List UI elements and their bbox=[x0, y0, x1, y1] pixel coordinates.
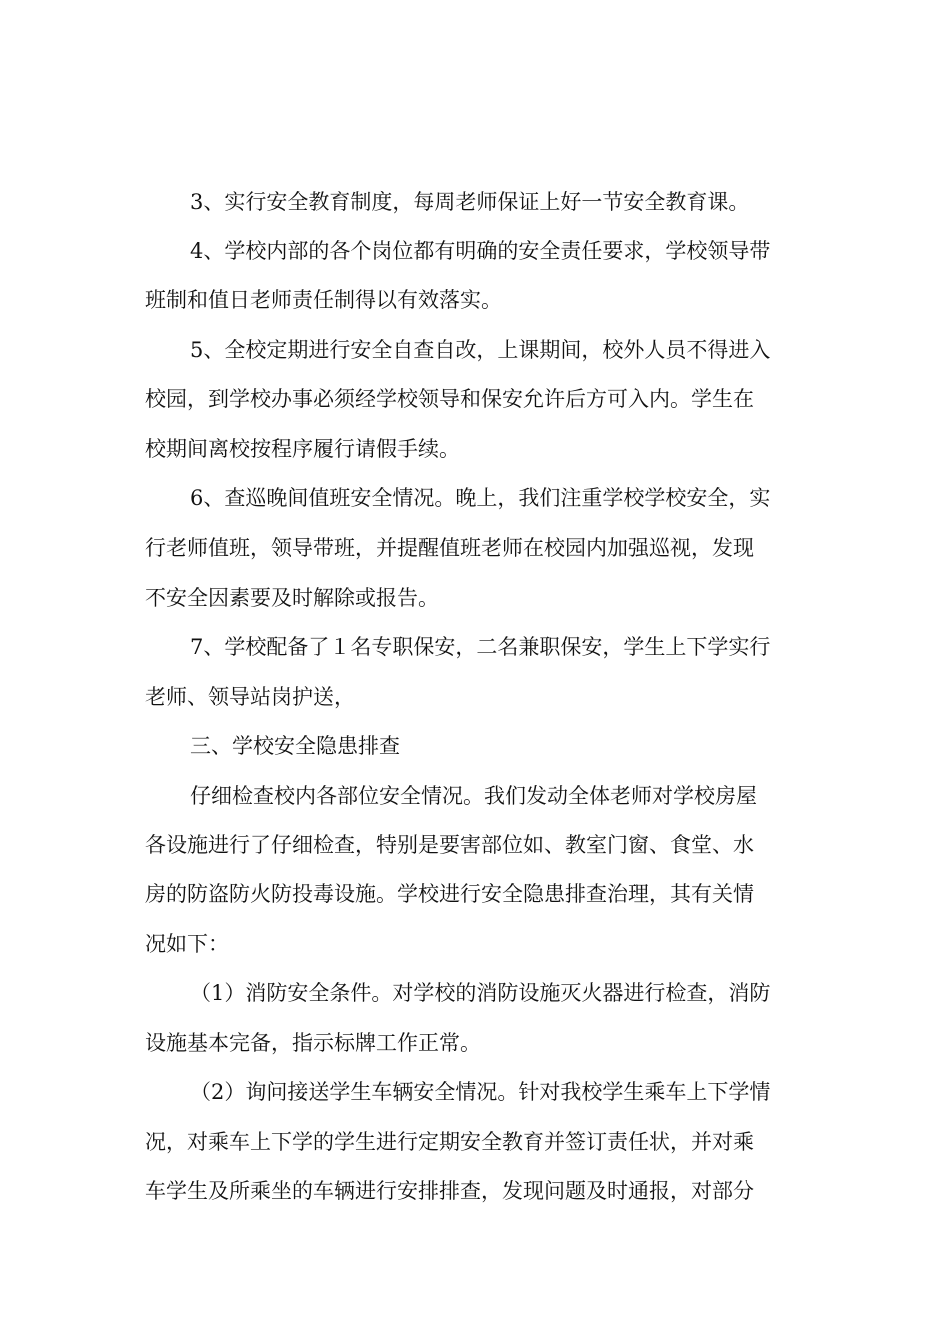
text-line: 设施基本完备，指示标牌工作正常。 bbox=[145, 1031, 481, 1055]
text-line: 老师、领导站岗护送， bbox=[145, 685, 355, 709]
text-line: 6、查巡晚间值班安全情况。晚上，我们注重学校学校安全，实 bbox=[190, 486, 771, 510]
text-line: 7、学校配备了１名专职保安，二名兼职保安，学生上下学实行 bbox=[190, 635, 771, 659]
text-line: 4、学校内部的各个岗位都有明确的安全责任要求，学校领导带 bbox=[190, 239, 771, 263]
section-heading: 三、学校安全隐患排查 bbox=[190, 734, 400, 758]
text-line: 行老师值班，领导带班，并提醒值班老师在校园内加强巡视，发现 bbox=[145, 536, 754, 560]
text-line: （2）询问接送学生车辆安全情况。针对我校学生乘车上下学情 bbox=[190, 1080, 771, 1104]
text-line: 校园，到学校办事必须经学校领导和保安允许后方可入内。学生在 bbox=[145, 387, 754, 411]
text-line: 5、全校定期进行安全自查自改，上课期间，校外人员不得进入 bbox=[190, 338, 771, 362]
text-line: 班制和值日老师责任制得以有效落实。 bbox=[145, 288, 502, 312]
text-line: 房的防盗防火防投毒设施。学校进行安全隐患排查治理，其有关情 bbox=[145, 882, 754, 906]
text-line: 不安全因素要及时解除或报告。 bbox=[145, 586, 439, 610]
text-line: 各设施进行了仔细检查，特别是要害部位如、教室门窗、食堂、水 bbox=[145, 833, 754, 857]
text-line: 3、实行安全教育制度，每周老师保证上好一节安全教育课。 bbox=[190, 190, 750, 214]
text-line: 校期间离校按程序履行请假手续。 bbox=[145, 437, 460, 461]
text-line: （1）消防安全条件。对学校的消防设施灭火器进行检查，消防 bbox=[190, 981, 771, 1005]
text-line: 况如下： bbox=[145, 932, 229, 956]
text-line: 况，对乘车上下学的学生进行定期安全教育并签订责任状，并对乘 bbox=[145, 1130, 754, 1154]
text-line: 车学生及所乘坐的车辆进行安排排查，发现问题及时通报，对部分 bbox=[145, 1179, 754, 1203]
text-line: 仔细检查校内各部位安全情况。我们发动全体老师对学校房屋 bbox=[190, 784, 757, 808]
